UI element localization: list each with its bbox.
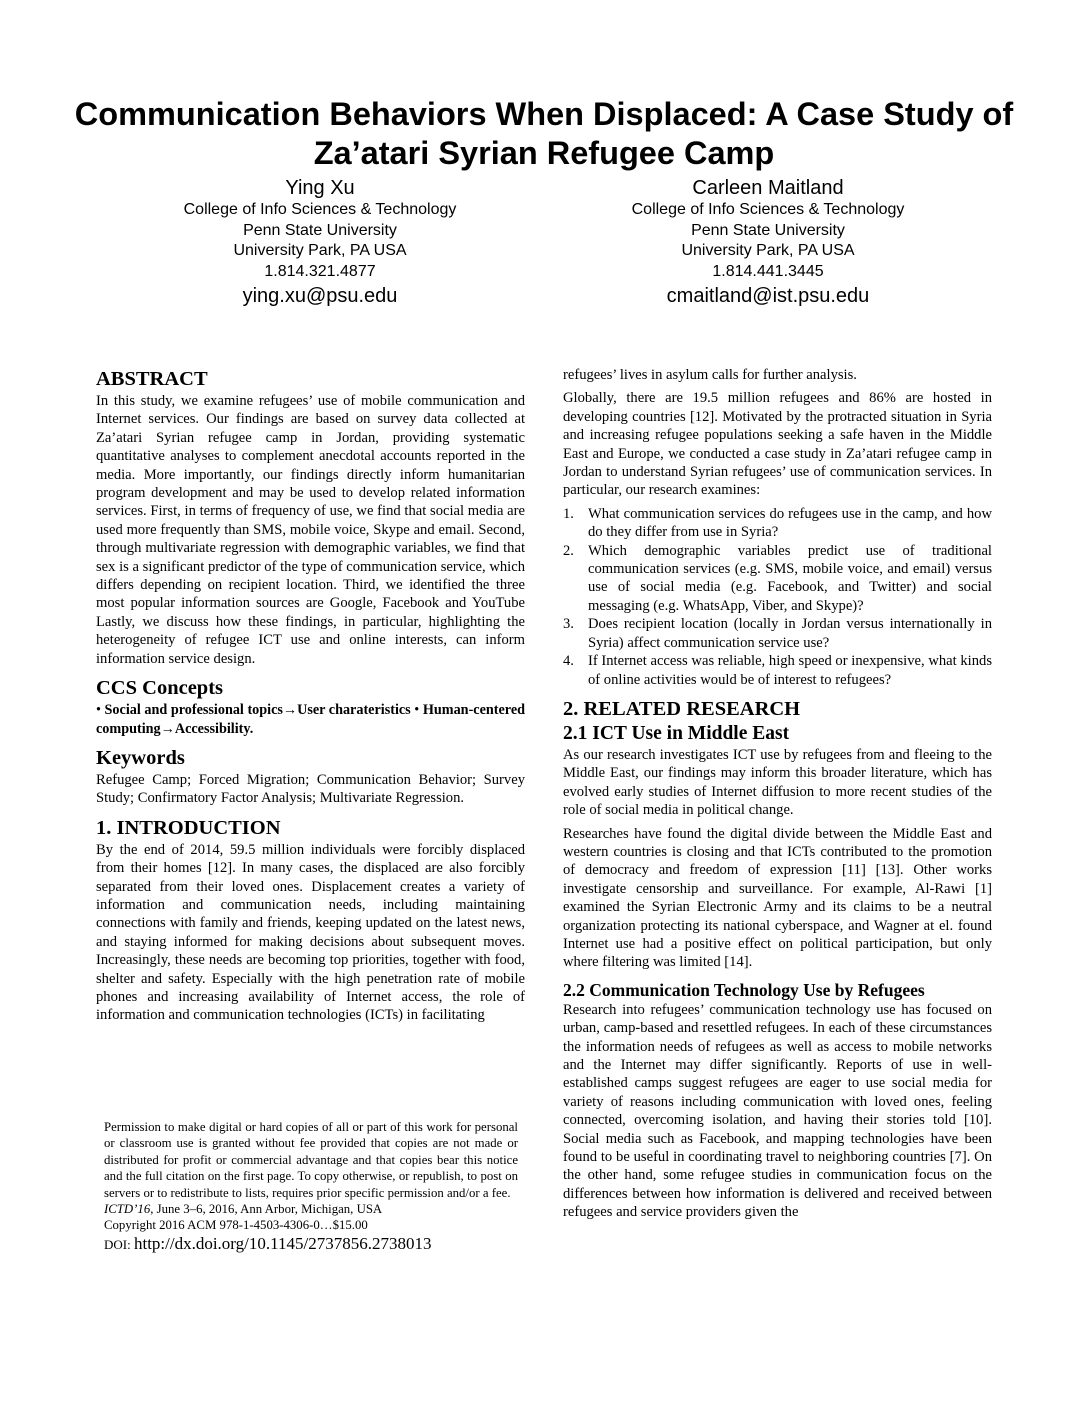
- permission-notice: [104, 1119, 518, 1253]
- right-column: [563, 366, 992, 1222]
- conference-name: ICTD’16: [104, 1202, 151, 1217]
- list-number: 4.: [563, 653, 574, 670]
- author-location: University Park, PA USA: [233, 242, 407, 259]
- author-university: Penn State University: [243, 221, 397, 239]
- author-name: Carleen Maitland: [692, 177, 844, 199]
- list-text: Which demographic variables predict use of traditional communication services (e.g. SMS, mobile voice, and email) versus use of social media (e.g. Facebook, and Twitter) and social messaging (e.g. WhatsApp, Viber, and Skype)?: [588, 542, 992, 614]
- list-number: 2.: [563, 542, 574, 559]
- ccs-item: Social and professional topics→User charateristics: [104, 702, 411, 719]
- doi-label: DOI:: [104, 1236, 134, 1252]
- list-number: 3.: [563, 616, 574, 633]
- permission-text: Permission to make digital or hard copies of all or part of this work for personal or classroom use is granted without fee provided that copies are not made or distributed for profit or commercial advantage and that copies bear this notice and the full citation on the first page. To copy otherwise, or republish, to post on servers or to redistribute to lists, requires prior specific permission and/or a fee.: [104, 1120, 518, 1200]
- research-questions: [563, 505, 992, 689]
- author-email[interactable]: ying.xu@psu.edu: [242, 285, 398, 307]
- list-item: [563, 505, 992, 542]
- list-item: [563, 652, 992, 689]
- author-block-2: [538, 176, 998, 309]
- conference-line: [104, 1201, 518, 1217]
- author-location: University Park, PA USA: [681, 242, 855, 259]
- related-paragraph-3: Research into refugees’ communication technology use has focused on urban, camp-based and resettled refugees. In each of these circumstances the information needs of refugees as well as access to mobile networks and the Internet may differ significantly. Reports of use in well-established camps suggest refugees are eager to use social media for variety of reasons including communication with loved ones, feeling connected, overcoming isolation, and having their stories told [10]. Social media such as Facebook, and mapping technologies have been found to be useful in coordinating travel to neighboring countries [7]. On the other hand, some refugee studies in communication focus on the differences between how information is delivered and received between refugees and service providers given the: [563, 1001, 992, 1221]
- subsection-heading-2-1: 2.1 ICT Use in Middle East: [563, 722, 790, 744]
- author-university: Penn State University: [691, 221, 845, 239]
- introduction-continued: refugees’ lives in asylum calls for further analysis.: [563, 367, 857, 383]
- ccs-heading: CCS Concepts: [96, 677, 223, 700]
- subsection-heading-2-2: 2.2 Communication Technology Use by Refugees: [563, 979, 925, 1000]
- author-block-1: [90, 176, 550, 309]
- list-item: [563, 615, 992, 652]
- list-number: 1.: [563, 505, 574, 522]
- author-email[interactable]: cmaitland@ist.psu.edu: [666, 285, 870, 307]
- doi-link[interactable]: http://dx.doi.org/10.1145/2737856.2738013: [133, 1233, 432, 1253]
- author-phone: 1.814.441.3445: [712, 262, 824, 280]
- keywords-text: Refugee Camp; Forced Migration; Communication Behavior; Survey Study; Confirmatory Factor Analysis; Multivariate Regression.: [96, 771, 525, 807]
- introduction-paragraph-2: Globally, there are 19.5 million refugees and 86% are hosted in developing countries [12]. Motivated by the protracted situation in Syria and increasing refugee populations seeking a safe haven in the Middle East and Europe, we conducted a case study in Za’atari refugee camp in Jordan to understand Syrian refugees’ use of communication services. In particular, our research examines:: [563, 390, 992, 499]
- related-paragraph-2: Researches have found the digital divide between the Middle East and western countries is closing and that ICTs contributed to the promotion of democracy and freedom of expression [11] [13]. Other works investigate censorship and surveillance. For example, Al-Rawi [1] examined the Syrian Electronic Army and its claims to be a neutral organization protecting its national cyberspace, and Wagner at el. found Internet use had a positive effect on political participation, but only where filtering was limited [14].: [563, 825, 992, 971]
- copyright-line: Copyright 2016 ACM 978-1-4503-4306-0…$15.00: [104, 1218, 368, 1233]
- abstract-text: In this study, we examine refugees’ use of mobile communication and Internet services. Our findings are based on survey data collected at Za’atari Syrian refugee camp in Jordan, providing systematic quantitative analyses to complement anecdotal accounts reported in the media. More importantly, our findings directly inform humanitarian program development and may be used to develop related information services. First, in terms of frequency of use, we find that social media are used more frequently than SMS, mobile voice, Skype and email. Second, through multivariate regression with demographic variables, we find that sex is a significant predictor of the type of communication service, which differs depending on recipient location. Third, we identified the three most popular information sources are Google, Facebook and YouTube Lastly, we discuss how these findings, in particular, highlighting the heterogeneity of refugee ICT use and online interests, can inform information service design.: [96, 393, 525, 667]
- list-text: What communication services do refugees use in the camp, and how do they differ from use in Syria?: [588, 505, 992, 541]
- list-item: [563, 542, 992, 616]
- ccs-concepts: [96, 701, 525, 738]
- left-column: [96, 366, 525, 1025]
- abstract-heading: ABSTRACT: [96, 368, 208, 390]
- list-text: If Internet access was reliable, high speed or inexpensive, what kinds of online activities would be of interest to refugees?: [588, 653, 992, 688]
- paper-title: Communication Behaviors When Displaced: A Case Study of Za’atari Syrian Refugee Camp: [74, 96, 1014, 171]
- ccs-bullet: •: [96, 702, 101, 719]
- list-text: Does recipient location (locally in Jordan versus internationally in Syria) affect communication service use?: [588, 616, 992, 651]
- keywords-heading: Keywords: [96, 746, 185, 769]
- introduction-text: By the end of 2014, 59.5 million individuals were forcibly displaced from their homes [12]. In many cases, the displaced are also forcibly separated from their loved ones. Displacement creates a variety of information and communication needs, including maintaining connections with family and friends, keeping updated on the latest news, and staying informed for making decisions about subsequent moves. Increasingly, these needs are becoming top priorities, together with food, shelter and safety. Especially with the high penetration rate of mobile phones and increasing availability of Internet access, the role of information and communication technologies (ICTs) in facilitating: [96, 841, 525, 1024]
- related-research-heading: 2. RELATED RESEARCH: [563, 697, 801, 720]
- author-affiliation: College of Info Sciences & Technology: [631, 201, 905, 218]
- ccs-item: Human-centered computing→Accessibility.: [96, 702, 526, 737]
- introduction-heading: 1. INTRODUCTION: [96, 816, 281, 839]
- ccs-bullet: •: [414, 702, 420, 719]
- doi-line: [104, 1233, 518, 1253]
- related-paragraph-1: As our research investigates ICT use by refugees from and fleeing to the Middle East, our findings may inform this broader literature, which has evolved early studies of Internet diffusion to more recent studies of the role of social media in political change.: [563, 746, 992, 819]
- author-affiliation: College of Info Sciences & Technology: [183, 201, 457, 218]
- conference-details: , June 3–6, 2016, Ann Arbor, Michigan, USA: [150, 1202, 383, 1217]
- author-name: Ying Xu: [285, 177, 355, 199]
- author-phone: 1.814.321.4877: [264, 262, 376, 280]
